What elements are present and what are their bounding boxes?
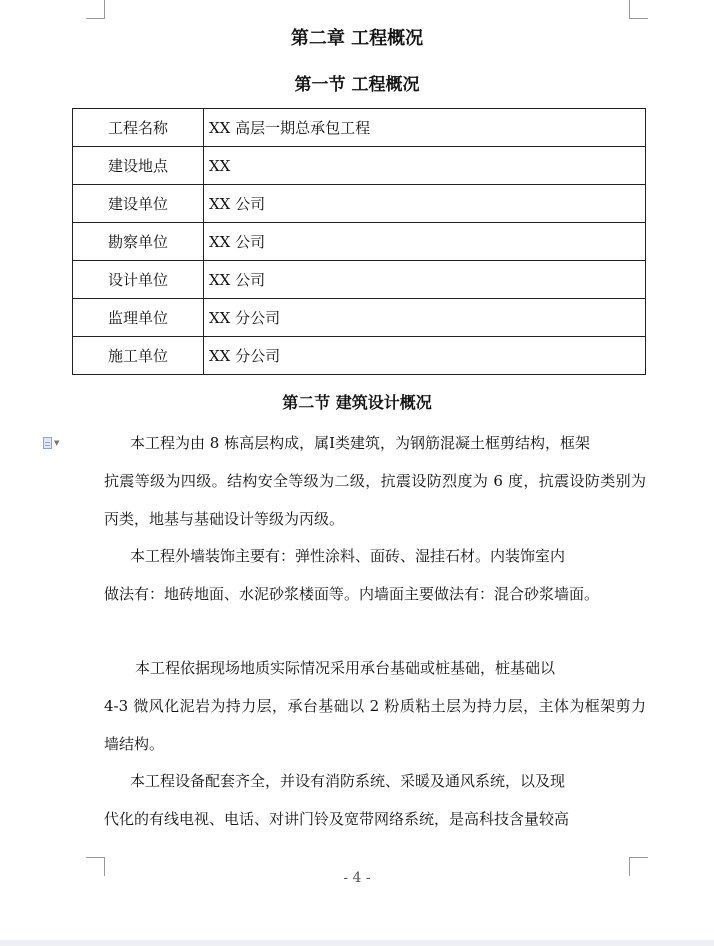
table-row [73, 147, 646, 185]
paragraph-body: 抗震等级为四级。结构安全等级为二级，抗震设防烈度为 6 度，抗震设防类别为丙类，地基与基础设计等级为丙级。 [104, 472, 646, 528]
table-key-cell: 勘察单位 [73, 223, 204, 261]
table-row [73, 109, 646, 147]
crop-mark-top-right [629, 0, 648, 19]
paragraph-first-line: 本工程设备配套齐全，并设有消防系统、采暖及通风系统，以及现 [130, 772, 566, 790]
section-title-1: 第一节 工程概况 [294, 75, 420, 95]
table-key-cell: 工程名称 [73, 109, 204, 147]
table-value-cell: XX 公司 [204, 223, 646, 261]
paragraph [104, 649, 646, 763]
table-row [73, 261, 646, 299]
document-sheet-icon [43, 437, 52, 449]
table-value-cell: XX 分公司 [204, 337, 646, 375]
table-row [73, 299, 646, 337]
paragraph [104, 537, 646, 613]
table-row [73, 223, 646, 261]
document-icon[interactable] [43, 436, 67, 450]
section-title-2: 第二节 建筑设计概况 [282, 393, 432, 412]
table-key-cell: 监理单位 [73, 299, 204, 337]
paragraph-first-line: 本工程依据现场地质实际情况采用承台基础或桩基础，桩基础以 [135, 659, 556, 677]
table-value-cell: XX 公司 [204, 185, 646, 223]
page-number: - 4 - [343, 870, 371, 886]
chapter-title: 第二章 工程概况 [290, 28, 424, 49]
paragraph-body: 代化的有线电视、电话、对讲门铃及宽带网络系统，是高科技含量较高 [104, 810, 570, 828]
table-row [73, 185, 646, 223]
table-key-cell: 设计单位 [73, 261, 204, 299]
table-value-cell: XX [204, 147, 646, 185]
paragraph-first-line: 本工程为由 8 栋高层构成，属Ⅰ类建筑，为钢筋混凝土框剪结构，框架 [130, 434, 591, 452]
paragraph-body: 4-3 微风化泥岩为持力层，承台基础以 2 粉质粘土层为持力层，主体为框架剪力墙结构。 [104, 697, 646, 753]
paragraph [104, 762, 646, 838]
table-row [73, 337, 646, 375]
paragraph-body: 做法有：地砖地面、水泥砂浆楼面等。内墙面主要做法有：混合砂浆墙面。 [104, 585, 600, 603]
project-info-table [72, 108, 646, 375]
table-value-cell: XX 高层一期总承包工程 [204, 109, 646, 147]
paragraph [104, 424, 646, 538]
table-key-cell: 施工单位 [73, 337, 204, 375]
table-key-cell: 建设单位 [73, 185, 204, 223]
table-key-cell: 建设地点 [73, 147, 204, 185]
chevron-down-icon: ▼ [54, 439, 60, 447]
paragraph-first-line: 本工程外墙装饰主要有：弹性涂料、面砖、湿挂石材。内装饰室内 [130, 547, 566, 565]
table-value-cell: XX 公司 [204, 261, 646, 299]
crop-mark-top-left [86, 0, 105, 19]
table-value-cell: XX 分公司 [204, 299, 646, 337]
